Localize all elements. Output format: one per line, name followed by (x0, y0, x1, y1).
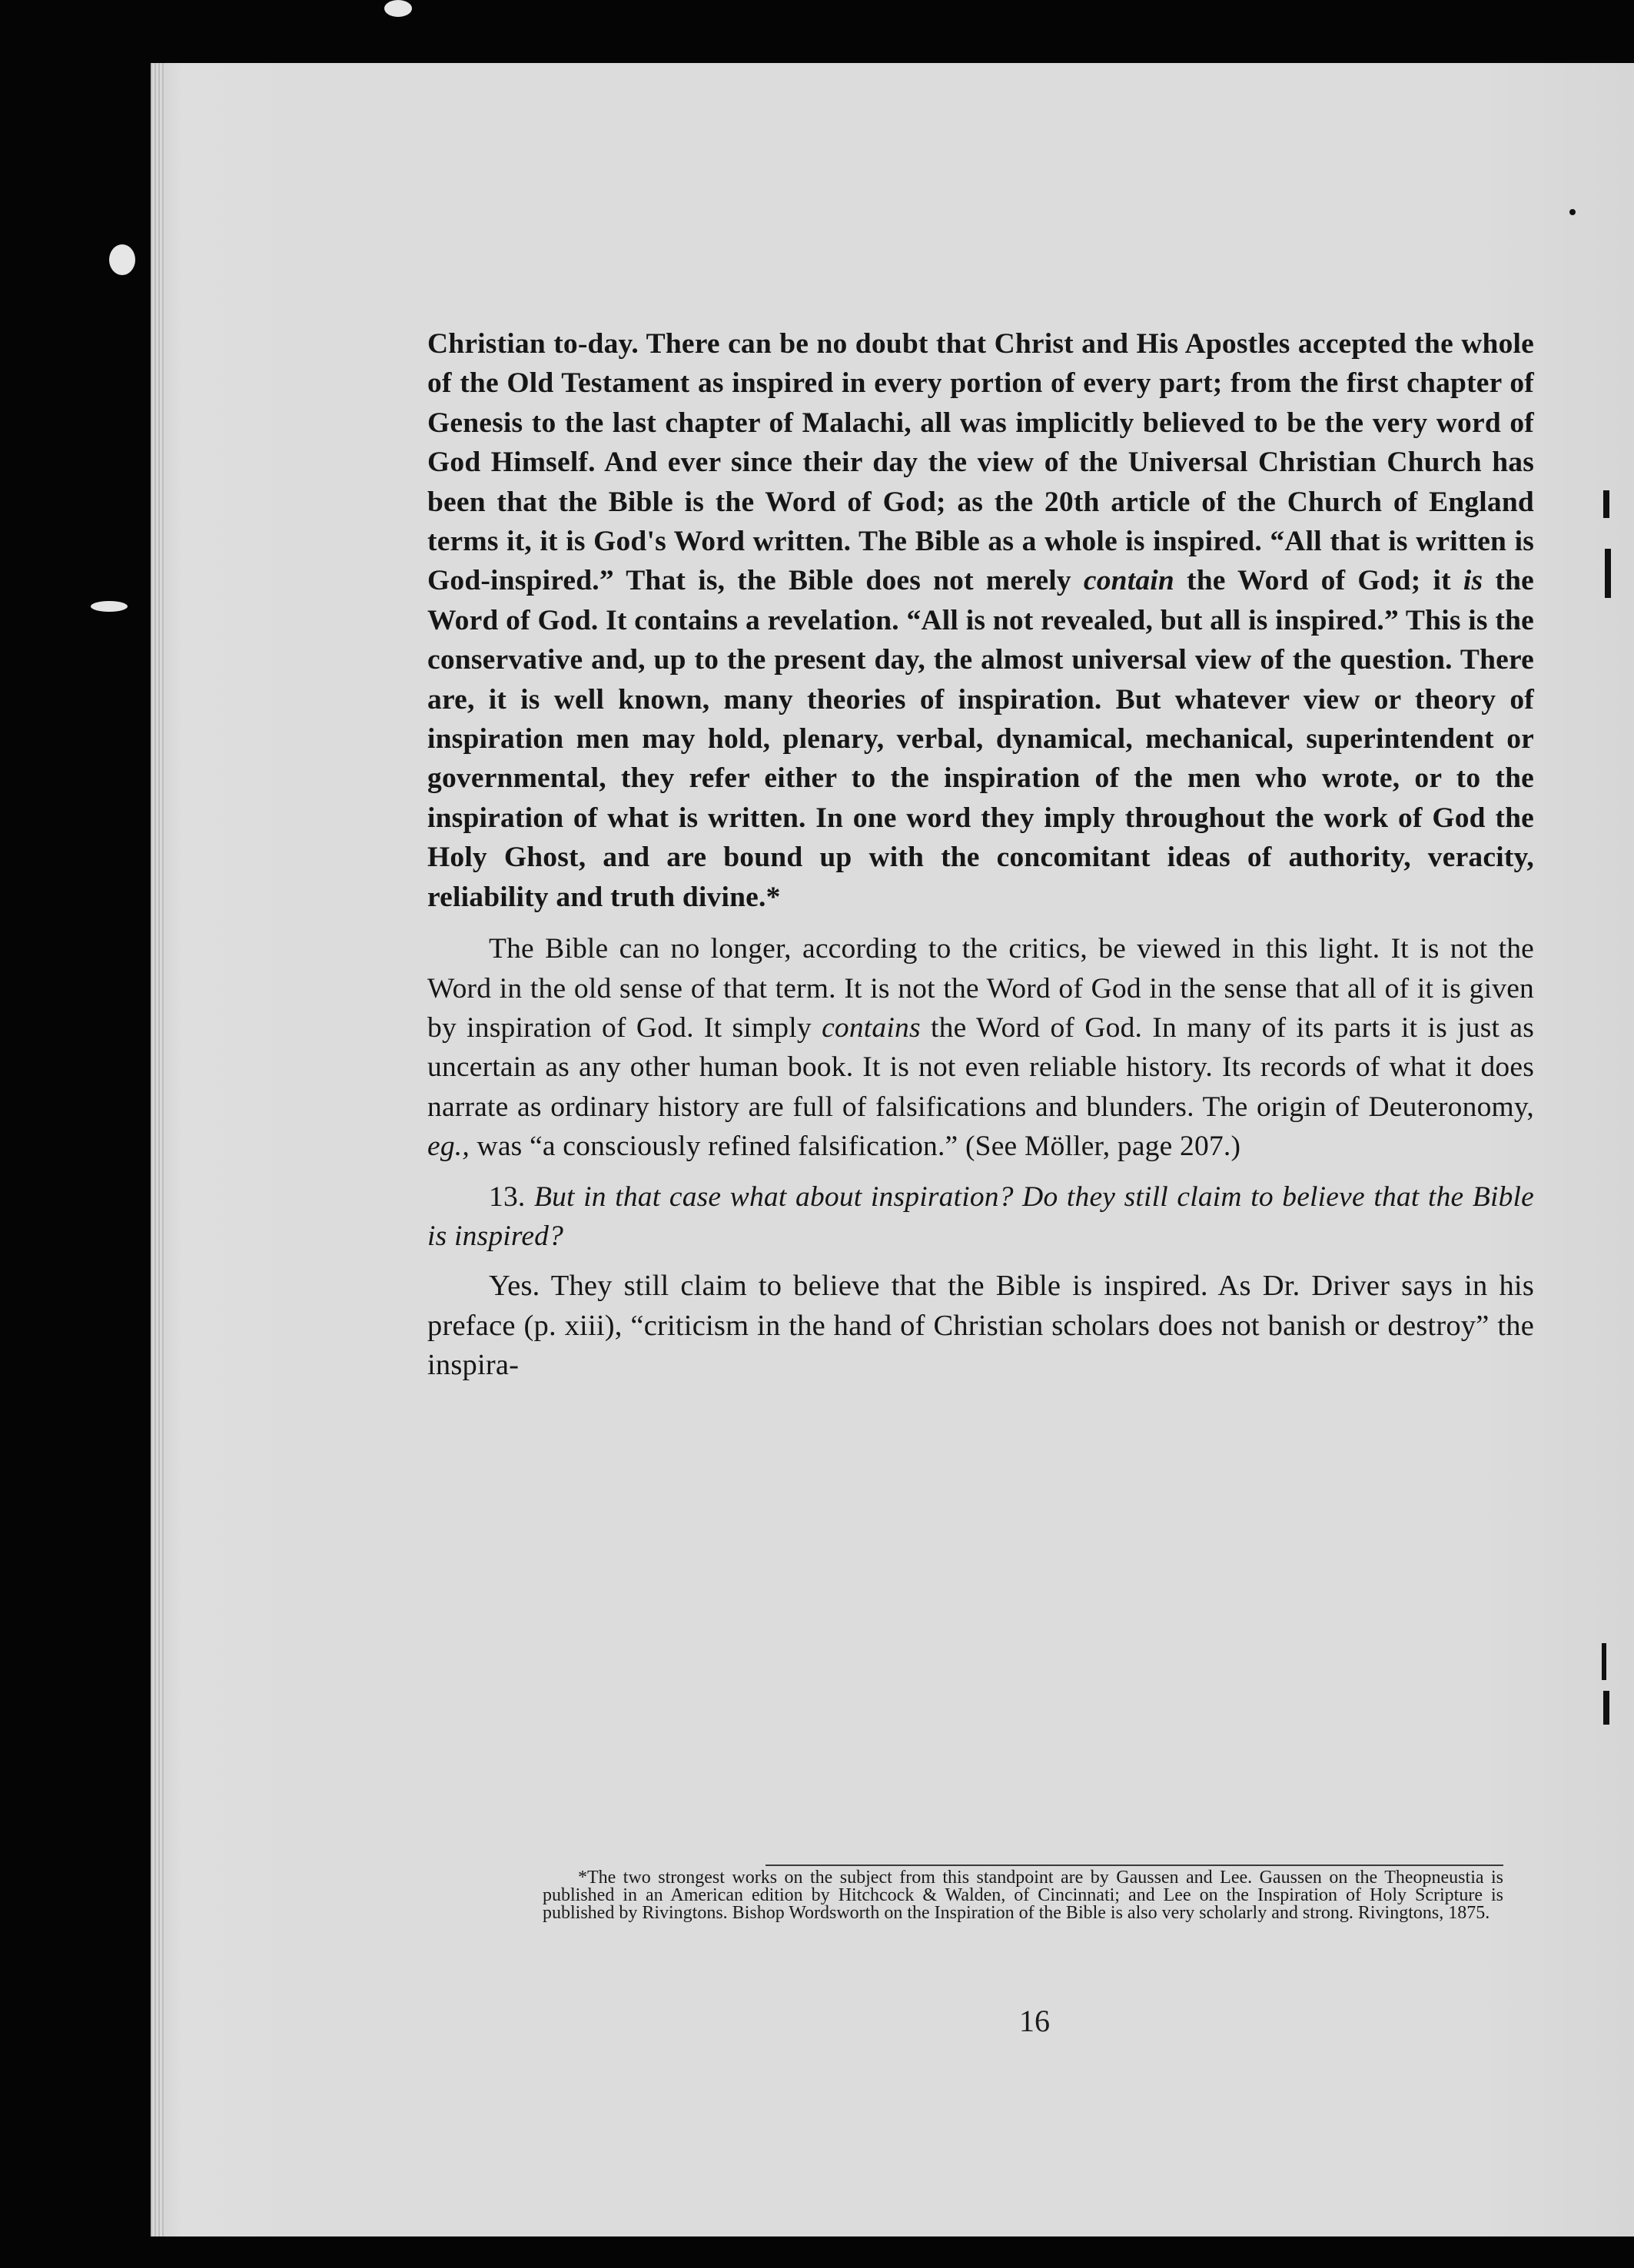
footnote: *The two strongest works on the subject from this standpoint are by Gaussen and Lee. Gaussen on the Theopneustia is published in an American edition by Hitchcock & Walden, of Cincinnati; and Lee on the Inspiration of Holy Scripture is published by Rivingtons. Bishop Wordsworth on the Inspiration of the Bible is also very scholarly and strong. Rivingtons, 1875. (543, 1868, 1503, 1923)
footnote-rule (766, 1865, 1503, 1866)
answer-13: Yes. They still claim to believe that the Bible is inspired. As Dr. Driver says in his preface (p. xiii), “criticism in the hand of Christian scholars does not banish or destroy” the inspira- (427, 1270, 1534, 1382)
scan-artifact (1605, 549, 1611, 598)
book-page (151, 63, 1634, 2236)
paragraph-critics-view: The Bible can no longer, according to the critics, be viewed in this light. It is not the Word in the old sense of that term. It is not the Word of God in the sense that all of it is given by inspiration of God. It simply contains the Word of God. In many of its parts it is just as uncertain as any other human book. It is not even reliable history. Its records of what it does narrate as ordinary history are full of falsifications and blunders. The origin of Deuteronomy, eg., was “a consciously refined falsification.” (See Möller, page 207.) (427, 933, 1534, 1163)
scan-artifact (384, 0, 412, 17)
scan-artifact (1569, 209, 1576, 215)
question-13: 13. But in that case what about inspiration? Do they still claim to believe that the Bible is inspired? (427, 1180, 1534, 1252)
scan-artifact (109, 244, 135, 275)
scan-artifact (1602, 1643, 1606, 1680)
main-text (427, 324, 1534, 1386)
scan-artifact (91, 601, 128, 612)
scan-artifact (1603, 490, 1609, 518)
scan-artifact (1603, 1691, 1609, 1725)
page-binding-edge (151, 63, 164, 2236)
paragraph-inspiration-view: Christian to-day. There can be no doubt that Christ and His Apostles accepted the whole of the Old Testament as inspired in every portion of every part; from the first chapter of Genesis to the last chapter of Malachi, all was implicitly believed to be the very word of God Himself. And ever since their day the view of the Universal Christian Church has been that the Bible is the Word of God; as the 20th article of the Church of England terms it, it is God's Word written. The Bible as a whole is inspired. “All that is written is God-inspired.” That is, the Bible does not merely contain the Word of God; it is the Word of God. It contains a revelation. “All is not revealed, but all is inspired.” This is the conservative and, up to the present day, the almost universal view of the question. There are, it is well known, many theories of inspiration. But whatever view or theory of inspiration men may hold, plenary, verbal, dynamical, mechanical, superintendent or governmental, they refer either to the inspiration of the men who wrote, or to the inspiration of what is written. In one word they imply throughout the work of God the Holy Ghost, and are bound up with the concomitant ideas of authority, veracity, reliability and truth divine.* (427, 328, 1534, 913)
page-number: 16 (1019, 2004, 1050, 2038)
